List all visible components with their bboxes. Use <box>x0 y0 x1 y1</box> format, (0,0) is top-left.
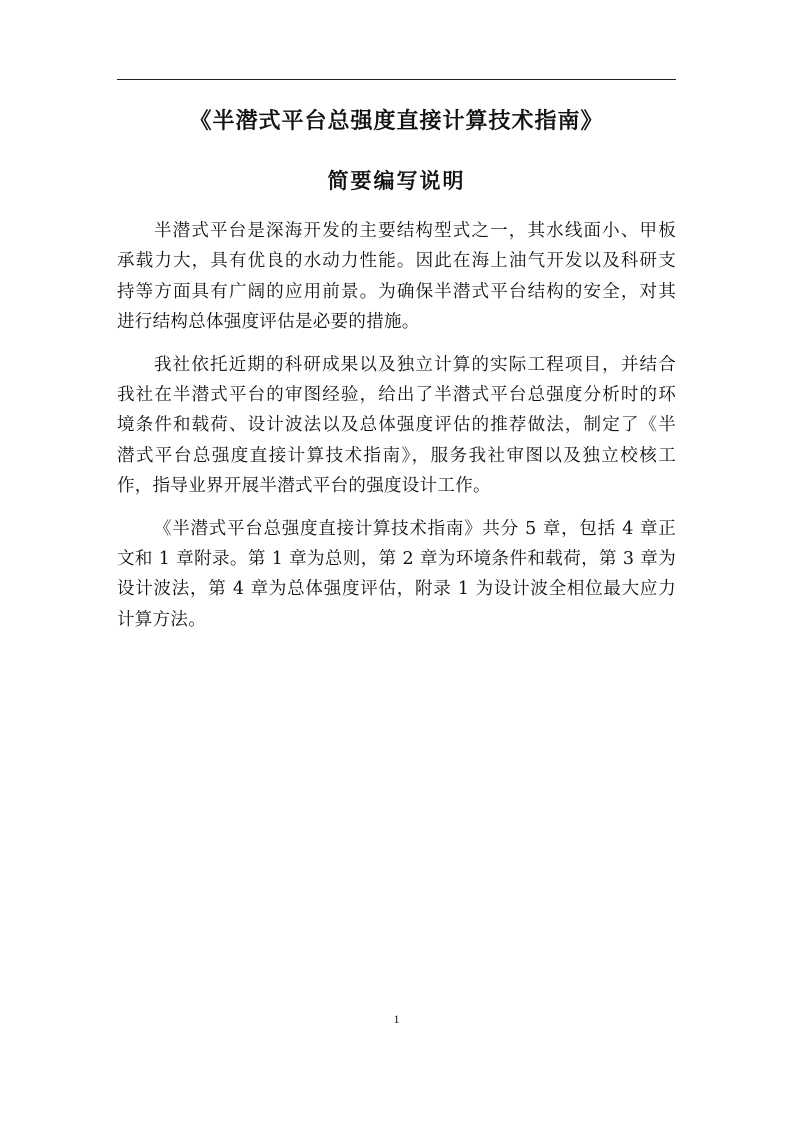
paragraph-line: 持等方面具有广阔的应用前景。为确保半潜式平台结构的安全，对其 <box>117 281 676 302</box>
document-body <box>117 216 676 647</box>
paragraph-line: 境条件和载荷、设计波法以及总体强度评估的推荐做法，制定了《半 <box>117 415 676 436</box>
paragraph-line: 半潜式平台是深海开发的主要结构型式之一，其水线面小、甲板 <box>154 221 676 241</box>
page-number: 1 <box>393 1012 400 1026</box>
paragraph-3 <box>117 514 676 636</box>
document-title: 《半潜式平台总强度直接计算技术指南》 <box>189 109 604 134</box>
paragraph-line: 承载力大，具有优良的水动力性能。因此在海上油气开发以及科研支 <box>117 251 676 272</box>
paragraph-line: 作，指导业界开展半潜式平台的强度设计工作。 <box>117 476 491 497</box>
paragraph-2 <box>117 350 676 502</box>
paragraph-line: 进行结构总体强度评估是必要的措施。 <box>117 312 420 333</box>
paragraph-line: 我社在半潜式平台的审图经验，给出了半潜式平台总强度分析时的环 <box>117 385 676 406</box>
paragraph-line: 《半潜式平台总强度直接计算技术指南》共分 5 章，包括 4 章正 <box>154 518 676 539</box>
paragraph-line: 计算方法。 <box>117 609 206 630</box>
header-rule <box>117 79 676 80</box>
paragraph-line: 潜式平台总强度直接计算技术指南》，服务我社审图以及独立校核工 <box>117 445 676 466</box>
paragraph-line: 文和 1 章附录。第 1 章为总则，第 2 章为环境条件和载荷，第 3 章为 <box>117 549 676 570</box>
paragraph-line: 我社依托近期的科研成果以及独立计算的实际工程项目，并结合 <box>154 354 676 375</box>
paragraph-line: 设计波法，第 4 章为总体强度评估，附录 1 为设计波全相位最大应力 <box>117 579 676 600</box>
paragraph-1 <box>117 216 676 338</box>
document-subtitle: 简要编写说明 <box>327 169 466 193</box>
